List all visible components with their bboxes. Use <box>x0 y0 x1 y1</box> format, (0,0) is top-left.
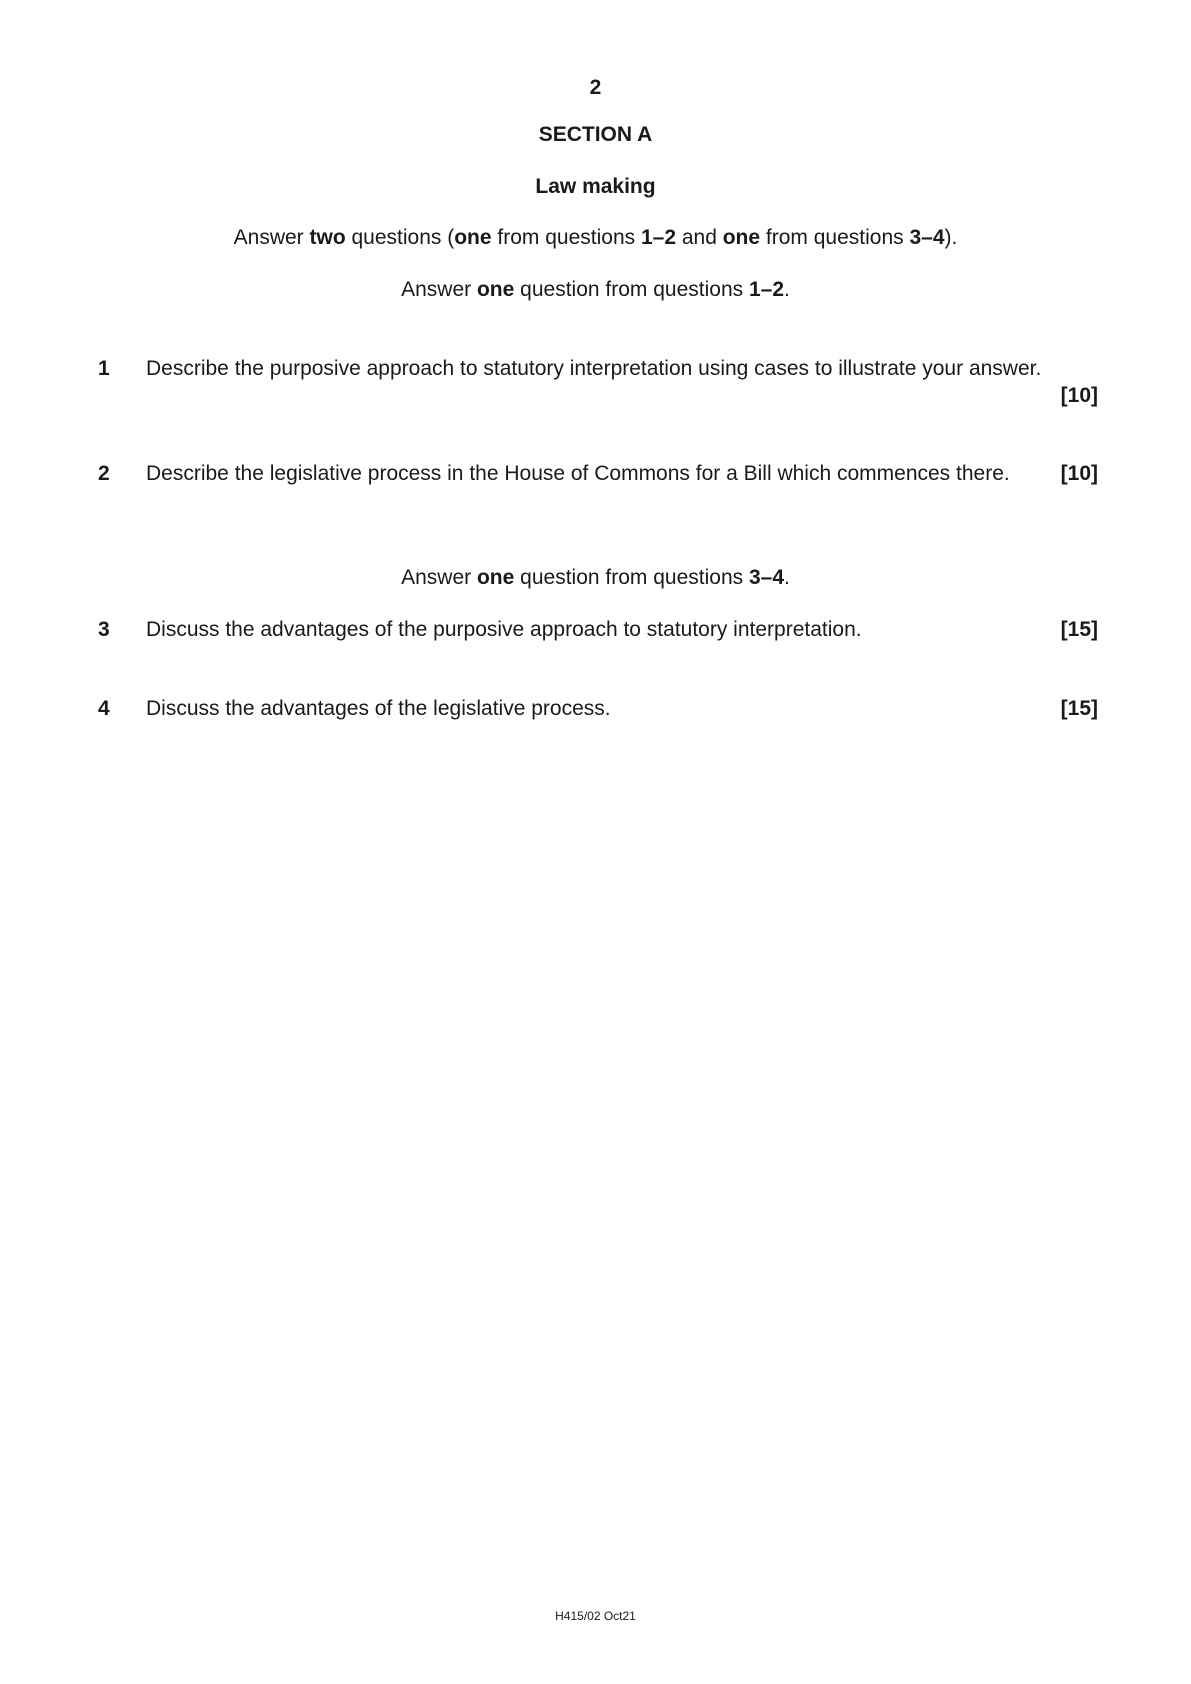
footer-code: H415/02 Oct21 <box>555 1609 636 1623</box>
question-1-number: 1 <box>98 357 110 380</box>
question-3-marks: [15] <box>1060 618 1098 641</box>
question-4-text: Discuss the advantages of the legislative process. <box>146 697 611 720</box>
topic-title: Law making <box>535 175 656 198</box>
question-2-marks: [10] <box>1060 462 1098 485</box>
question-4-marks: [15] <box>1060 697 1098 720</box>
question-2-text: Describe the legislative process in the House of Commons for a Bill which commences there. <box>146 462 1010 485</box>
page-number: 2 <box>589 76 602 99</box>
group1-instruction: Answer one question from questions 1–2. <box>401 278 790 301</box>
question-2-number: 2 <box>98 462 110 485</box>
section-title: SECTION A <box>538 123 653 146</box>
question-4-number: 4 <box>98 697 110 720</box>
question-1-marks: [10] <box>1060 384 1098 407</box>
question-3-text: Discuss the advantages of the purposive approach to statutory interpretation. <box>146 618 862 641</box>
question-1-text: Describe the purposive approach to statutory interpretation using cases to illustrate your answer. <box>146 357 1042 380</box>
group2-instruction: Answer one question from questions 3–4. <box>401 566 790 589</box>
main-instruction: Answer two questions (one from questions 1–2 and one from questions 3–4). <box>233 226 958 249</box>
question-3-number: 3 <box>98 618 110 641</box>
